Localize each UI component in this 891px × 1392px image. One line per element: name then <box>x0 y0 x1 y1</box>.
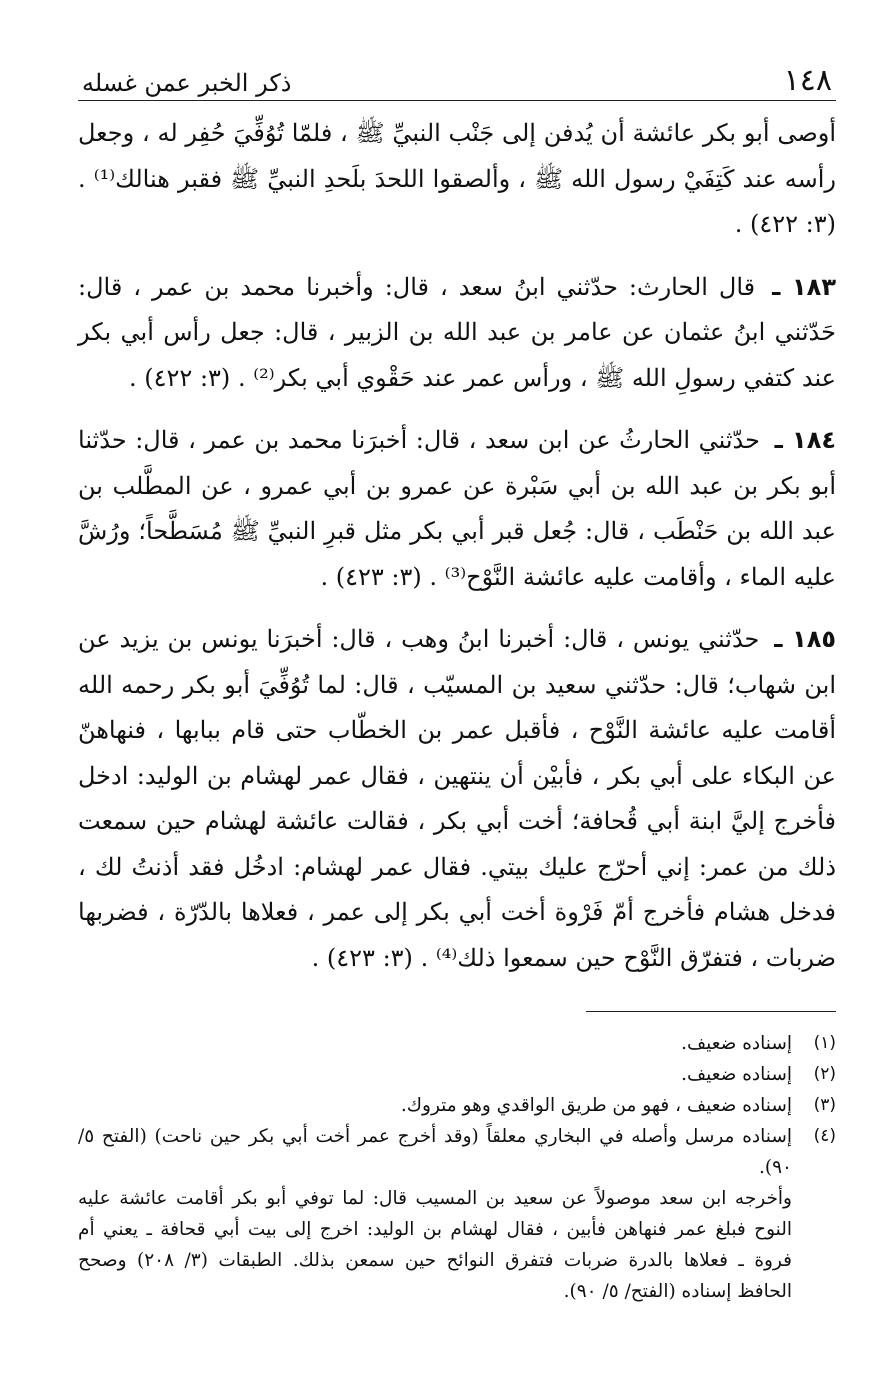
running-header <box>78 58 836 101</box>
paragraph-continuation <box>78 111 836 248</box>
paragraph-text: أوصى أبو بكر عائشة أن يُدفن إلى جَنْب النبيِّ ﷺ ، فلمّا تُوُفِّيَ حُفِر له ، وجعل رأسه عند كَتِفَيْ رسول الله ﷺ ، وألصقوا اللحدَ بلَحدِ النبيِّ ﷺ فقبر هنالك⁽¹⁾ . <box>78 119 836 193</box>
narration-184 <box>78 418 836 600</box>
footnote-mark: (١) <box>813 1033 836 1053</box>
footnote <box>78 1028 836 1059</box>
narration-183 <box>78 265 836 402</box>
footnote-continuation: وأخرجه ابن سعد موصولاً عن سعيد بن المسيب قال: لما توفي أبو بكر أقامت عائشة عليه النوح فبلغ عمر فنهاهن فأبين ، فقال لهشام بن الوليد: اخرج إلى بيت أبي قحافة ـ يعني أم فروة ـ فعلاها بالدرة ضربات فتفرق النوائح حين سمعن بذلك. الطبقات (٣/ ٢٠٨) وصحح الحافظ إسناده (الفتح/ ٥/ ٩٠). <box>78 1188 792 1302</box>
paragraph-text: قال الحارث: حدّثني ابنُ سعد ، قال: وأخبرنا محمد بن عمر ، قال: حَدّثني ابنُ عثمان عن عامر بن عبد الله بن الزبير ، قال: جعل رأس أبي بكر عند كتفي رسولِ الله ﷺ ، ورأس عمر عند حَقْوي أبي بكر⁽²⁾ . <box>78 272 836 392</box>
narration-number: ١٨٤ ـ <box>774 426 836 454</box>
footnote-mark: (٤) <box>813 1126 836 1146</box>
narration-number: ١٨٣ ـ <box>772 272 836 301</box>
footnote <box>78 1059 836 1090</box>
source-reference: (٣: ٤٢٣) . <box>320 562 422 591</box>
source-reference: (٣: ٤٢٢) . <box>734 210 836 238</box>
footnotes <box>78 1028 836 1307</box>
footnote-text: إسناده ضعيف. <box>681 1064 792 1085</box>
source-reference: (٣: ٤٢٢) . <box>129 363 231 392</box>
footnote-text: إسناده ضعيف ، فهو من طريق الواقدي وهو متروك. <box>400 1095 792 1116</box>
book-page <box>78 58 836 1307</box>
footnote <box>78 1121 836 1183</box>
narration-185 <box>78 617 836 981</box>
page-number: ١٤٨ <box>783 63 832 98</box>
footnote-text: إسناده مرسل وأصله في البخاري معلقاً (وقد أخرج عمر أخت أبي بكر حين ناحت) (الفتح ٥/ ٩٠). <box>78 1126 792 1178</box>
running-title: ذكر الخبر عمن غسله <box>82 69 292 97</box>
footnote-mark: (٢) <box>813 1064 836 1084</box>
footnote-divider <box>586 1011 836 1012</box>
footnote-mark: (٣) <box>813 1095 836 1115</box>
main-text <box>78 111 836 981</box>
paragraph-text: حدّثني يونس ، قال: أخبرنا ابنُ وهب ، قال: أخبرَنا يونس بن يزيد عن ابن شهاب؛ قال: حدّثني سعيد بن المسيّب ، قال: لما تُوُفِّيَ أبو بكر رحمه الله أقامت عليه عائشة النَّوْح ، فأقبل عمر بن الخطّاب حتى قام ببابها ، فنهاهنّ عن البكاء على أبي بكر ، فأبيْن أن ينتهين ، فقال عمر لهشام بن الوليد: ادخل فأخرج إليَّ ابنة أبي قُحافة؛ أخت أبي بكر ، فقالت عائشة لهشام حين سمعت ذلك من عمر: إني أحرّج عليك بيتي. فقال عمر لهشام: ادخُل فقد أذنتُ لك ، فدخل هشام فأخرج أمّ فَرْوة أخت أبي بكر إلى عمر ، فعلاها بالدّرّة ، فضربها ضربات ، فتفرّق النَّوْح حين سمعوا ذلك⁽⁴⁾ . <box>78 625 837 972</box>
footnote-text: إسناده ضعيف. <box>681 1033 792 1054</box>
paragraph-text: حدّثني الحارثُ عن ابن سعد ، قال: أخبرَنا محمد بن عمر ، قال: حدّثنا أبو بكر بن عبد الله بن أبي سَبْرة عن عمرو بن أبي عمرو ، عن المطَّلب بن عبد الله بن حَنْطَب ، قال: جُعل قبر أبي بكر مثل قبرِ النبيِّ ﷺ مُسَطَّحاً؛ ورُشَّ عليه الماء ، وأقامت عليه عائشة النَّوْح⁽³⁾ . <box>78 426 836 591</box>
source-reference: (٣: ٤٢٣) . <box>311 943 413 972</box>
narration-number: ١٨٥ ـ <box>774 625 837 653</box>
footnote <box>78 1090 836 1121</box>
